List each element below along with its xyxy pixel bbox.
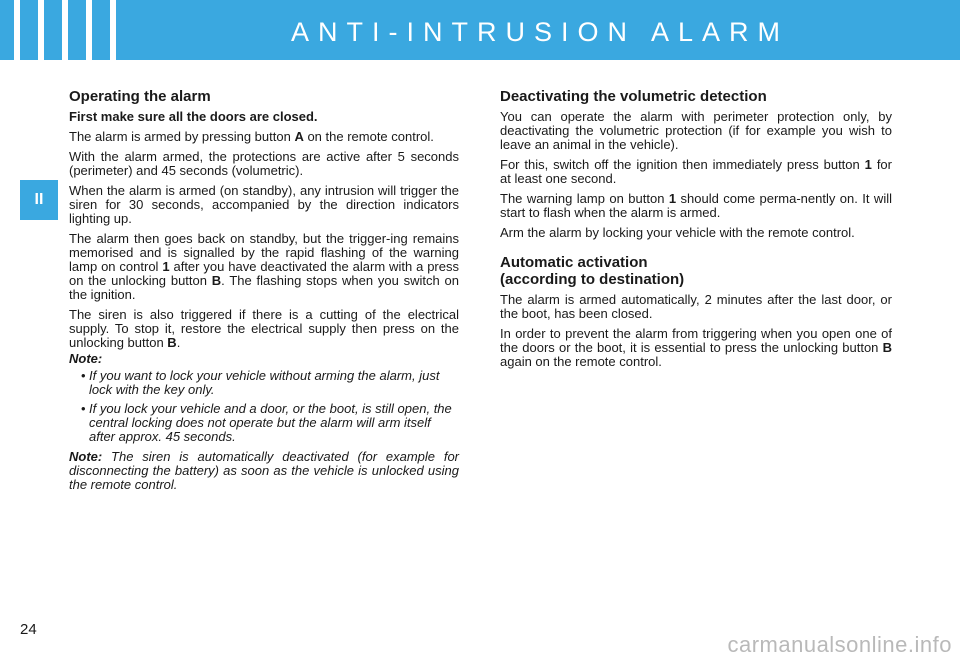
section-heading-automatic: Automatic activation (according to destination)	[500, 254, 685, 288]
page-number: 24	[20, 621, 37, 638]
paragraph: The alarm is armed by pressing button A on the remote control.	[69, 129, 434, 144]
header-stripe	[14, 0, 20, 60]
paragraph: For this, switch off the ignition then immediately press button 1 for at least one second.	[500, 157, 892, 186]
section-heading-volumetric: Deactivating the volumetric detection	[500, 88, 767, 105]
note-paragraph: Note: The siren is automatically deactivated (for example for disconnecting the battery) as soon as the vehicle is unlocked using the remote control.	[69, 449, 459, 492]
paragraph: Arm the alarm by locking your vehicle with the remote control.	[500, 225, 855, 240]
page-title: ANTI-INTRUSION ALARM	[290, 17, 790, 47]
paragraph: You can operate the alarm with perimeter protection only, by deactivating the volumetric protection (if for example you wish to leave an animal in the vehicle).	[500, 109, 892, 152]
header-stripe	[110, 0, 116, 60]
section-heading-operating: Operating the alarm	[69, 88, 211, 105]
paragraph: In order to prevent the alarm from triggering when you open one of the doors or the boot, it is essential to press the unlocking button B again on the remote control.	[500, 326, 892, 369]
header-stripe	[62, 0, 68, 60]
header-stripe	[38, 0, 44, 60]
watermark: carmanualsonline.info	[727, 632, 952, 657]
paragraph: The siren is also triggered if there is a cutting of the electrical supply. To stop it, restore the electrical supply then press on the unlocking button B.	[69, 307, 459, 350]
note-label: Note:	[69, 351, 103, 366]
paragraph: The alarm then goes back on standby, but the trigger-ing remains memorised and is signalled by the rapid flashing of the warning lamp on control 1 after you have deactivated the alarm with a press on the unlocking button B. The flashing stops when you switch on the ignition.	[69, 231, 459, 302]
list-item: • If you lock your vehicle and a door, or the boot, is still open, the central locking does not operate but the alarm will arm itself after approx. 45 seconds.	[81, 401, 452, 444]
list-item: • If you want to lock your vehicle without arming the alarm, just lock with the key only.	[81, 368, 440, 397]
paragraph: When the alarm is armed (on standby), any intrusion will trigger the siren for 30 seconds, accompanied by the direction indicators lighting up.	[69, 183, 459, 226]
note-list	[69, 369, 459, 444]
page-header-band	[0, 0, 960, 60]
paragraph: The warning lamp on button 1 should come perma-nently on. It will start to flash when the alarm is armed.	[500, 191, 892, 220]
lead-paragraph: First make sure all the doors are closed.	[69, 109, 318, 124]
paragraph: The alarm is armed automatically, 2 minutes after the last door, or the boot, has been closed.	[500, 292, 892, 321]
chapter-tab: II	[20, 180, 58, 220]
left-column	[69, 88, 459, 498]
paragraph: With the alarm armed, the protections are active after 5 seconds (perimeter) and 45 seconds (volumetric).	[69, 149, 459, 178]
right-column	[500, 88, 892, 375]
header-stripe	[86, 0, 92, 60]
